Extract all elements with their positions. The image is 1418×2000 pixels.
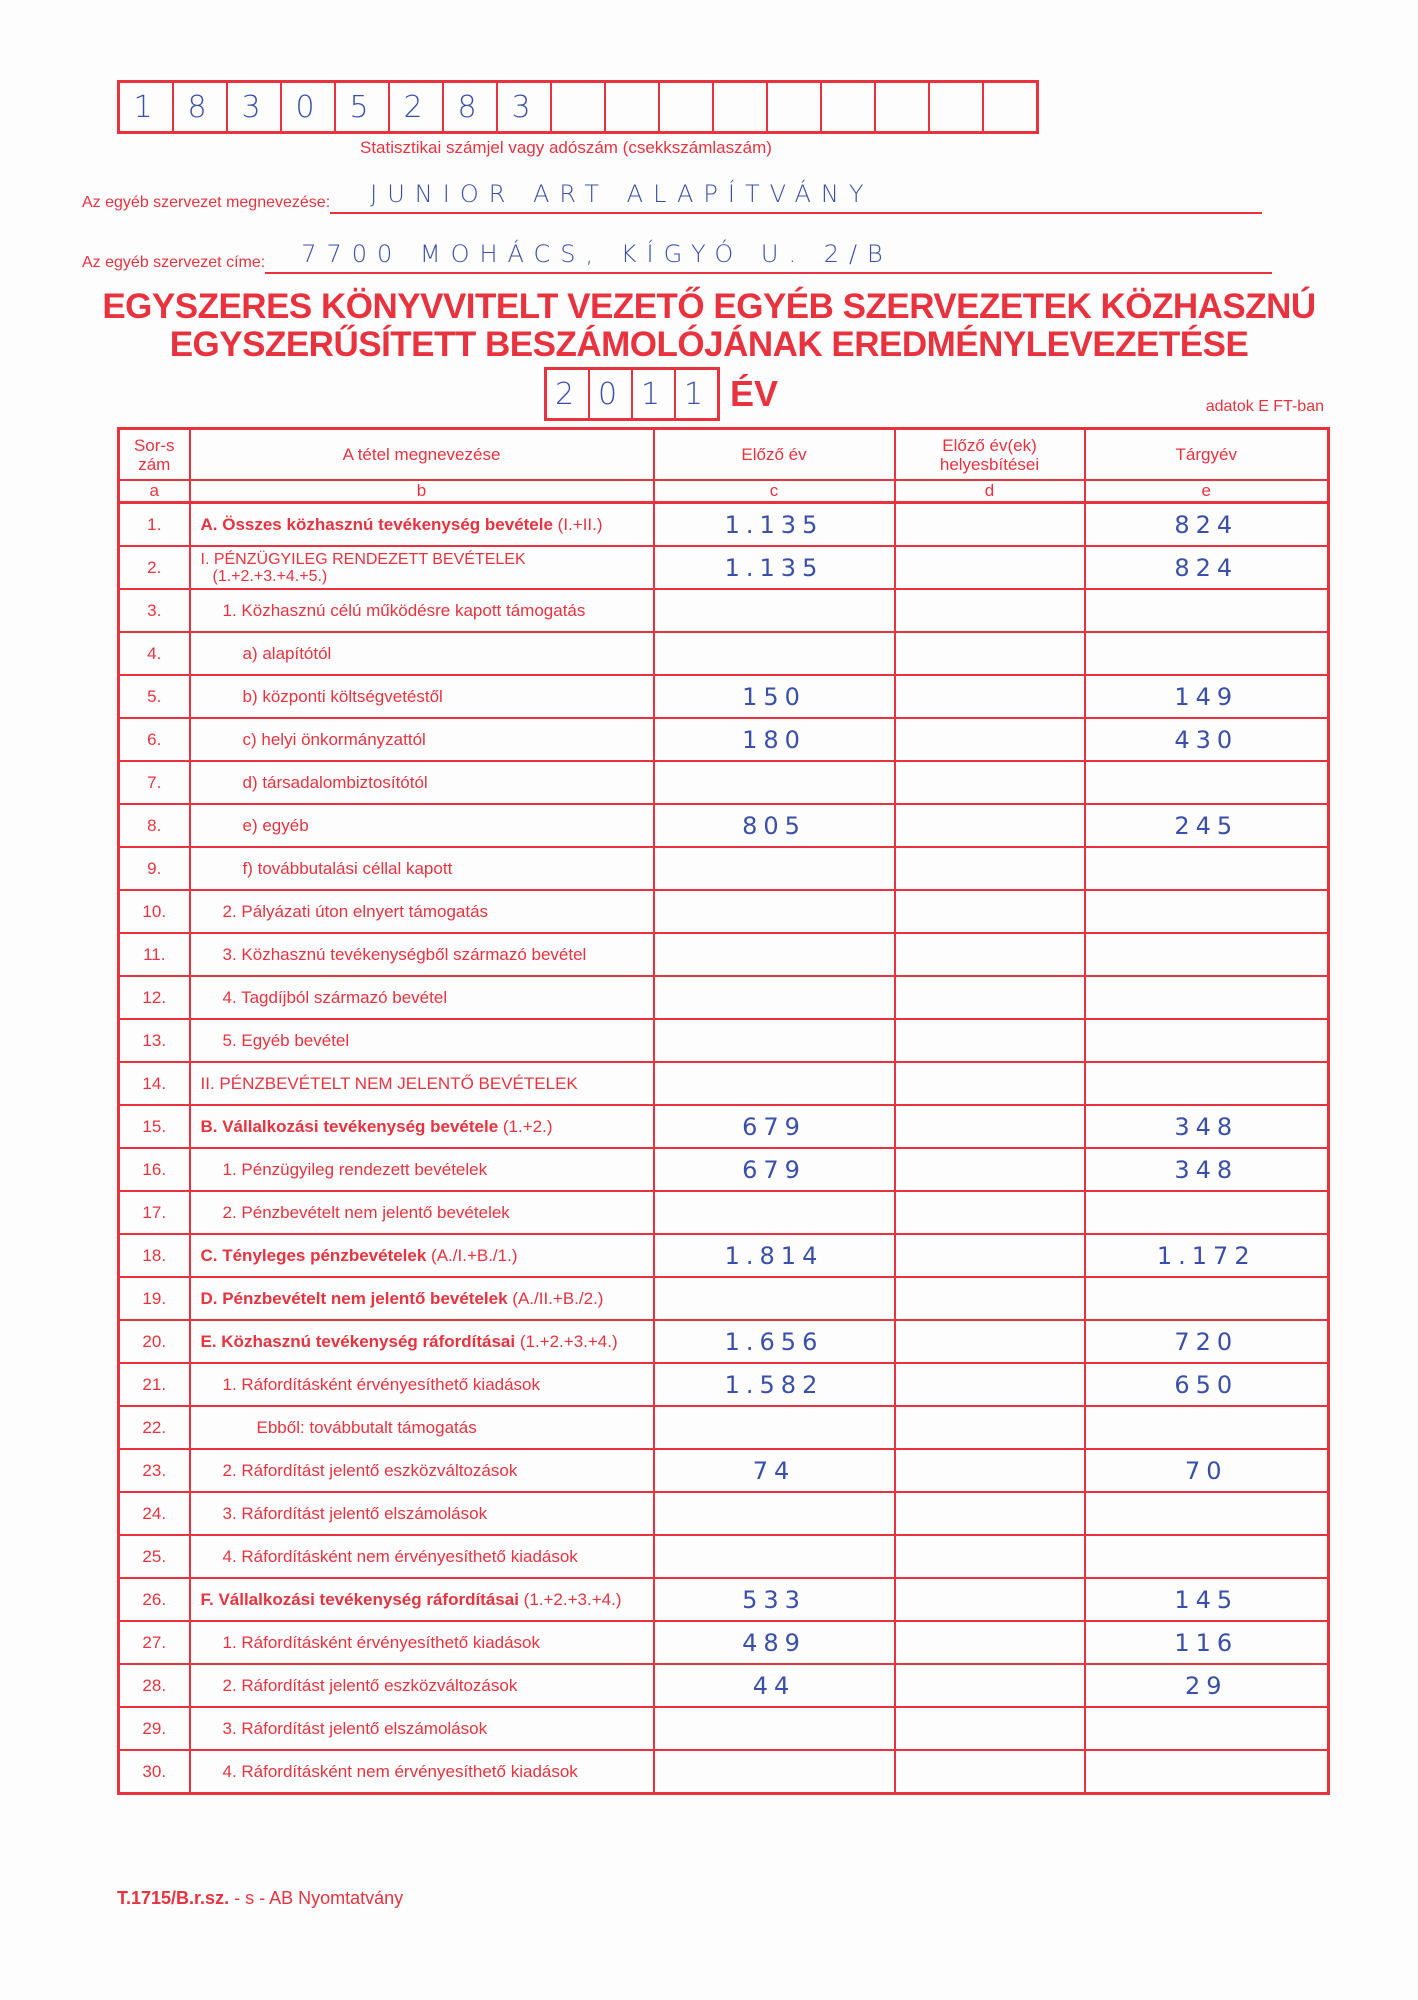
previous-year-value[interactable]: 180 xyxy=(654,718,895,761)
row-label-text: 3. Közhasznú tevékenységből származó bevétel xyxy=(222,944,587,964)
correction-value[interactable] xyxy=(895,1578,1085,1621)
row-label-text: 2. Ráfordítást jelentő eszközváltozások xyxy=(222,1675,518,1695)
row-number: 1. xyxy=(119,503,190,547)
table-row xyxy=(119,546,1329,589)
id-caption: Statisztikai számjel vagy adószám (csekkszámlaszám) xyxy=(360,138,772,157)
id-digit[interactable]: 8 xyxy=(444,83,498,131)
correction-value[interactable] xyxy=(895,890,1085,933)
row-label-text: B. Vállalkozási tevékenység bevétele xyxy=(200,1116,499,1136)
table-row xyxy=(119,1578,1329,1621)
row-label xyxy=(190,503,654,547)
correction-value[interactable] xyxy=(895,933,1085,976)
previous-year-value[interactable]: 679 xyxy=(654,1105,895,1148)
id-digit[interactable]: 3 xyxy=(228,83,282,131)
current-year-value[interactable]: 824 xyxy=(1085,546,1329,589)
previous-year-value[interactable] xyxy=(654,1019,895,1062)
table-row xyxy=(119,976,1329,1019)
row-label xyxy=(190,1707,654,1750)
table-row xyxy=(119,1363,1329,1406)
row-label-text: 3. Ráfordítást jelentő elszámolások xyxy=(222,1718,488,1738)
table-row xyxy=(119,718,1329,761)
row-label xyxy=(190,1492,654,1535)
current-year-value[interactable]: 348 xyxy=(1085,1148,1329,1191)
row-label-text: 2. Pénzbevételt nem jelentő bevételek xyxy=(222,1202,510,1222)
table-row xyxy=(119,1750,1329,1794)
id-digit[interactable]: 8 xyxy=(174,83,228,131)
col-header-corrections: Előző év(ek) helyesbítései xyxy=(895,429,1085,481)
row-label-text: C. Tényleges pénzbevételek xyxy=(200,1245,427,1265)
row-number: 29. xyxy=(119,1707,190,1750)
row-label-text: 1. Ráfordításként érvényesíthető kiadások xyxy=(222,1374,541,1394)
correction-value[interactable] xyxy=(895,1535,1085,1578)
current-year-value[interactable] xyxy=(1085,1750,1329,1794)
row-number: 20. xyxy=(119,1320,190,1363)
row-label xyxy=(190,1621,654,1664)
table-row xyxy=(119,1406,1329,1449)
row-label xyxy=(190,1406,654,1449)
current-year-value[interactable]: 824 xyxy=(1085,503,1329,547)
id-digit[interactable]: 2 xyxy=(390,83,444,131)
correction-value[interactable] xyxy=(895,1707,1085,1750)
correction-value[interactable] xyxy=(895,1277,1085,1320)
col-header-item-name: A tétel megnevezése xyxy=(190,429,654,481)
org-name-row xyxy=(82,178,1262,214)
id-digit[interactable] xyxy=(660,83,714,131)
previous-year-value[interactable]: 74 xyxy=(654,1449,895,1492)
row-label-text: 1. Pénzügyileg rendezett bevételek xyxy=(222,1159,488,1179)
id-digit[interactable] xyxy=(822,83,876,131)
previous-year-value[interactable]: 489 xyxy=(654,1621,895,1664)
row-label-text: II. PÉNZBEVÉTELT NEM JELENTŐ BEVÉTELEK xyxy=(200,1073,578,1093)
previous-year-value[interactable]: 679 xyxy=(654,1148,895,1191)
row-label-text: b) központi költségvetéstől xyxy=(242,686,443,706)
row-label xyxy=(190,1277,654,1320)
units-note: adatok E FT-ban xyxy=(1205,398,1324,415)
row-label xyxy=(190,1363,654,1406)
row-number: 30. xyxy=(119,1750,190,1794)
current-year-value[interactable]: 245 xyxy=(1085,804,1329,847)
row-label xyxy=(190,1578,654,1621)
col-header-previous-year: Előző év xyxy=(654,429,895,481)
org-address-value: 7700 MOHÁCS, KÍGYÓ U. 2/B xyxy=(301,240,893,268)
table-row xyxy=(119,1320,1329,1363)
row-label-text: c) helyi önkormányzattól xyxy=(242,729,426,749)
current-year-value[interactable] xyxy=(1085,847,1329,890)
org-address-row xyxy=(82,238,1272,274)
row-number: 25. xyxy=(119,1535,190,1578)
table-row xyxy=(119,1234,1329,1277)
table-row xyxy=(119,675,1329,718)
correction-value[interactable] xyxy=(895,1621,1085,1664)
form-footer xyxy=(117,1888,403,1909)
correction-value[interactable] xyxy=(895,1191,1085,1234)
current-year-value[interactable]: 1.172 xyxy=(1085,1234,1329,1277)
row-number: 10. xyxy=(119,890,190,933)
col-letter: d xyxy=(895,480,1085,503)
table-header-row xyxy=(119,429,1329,481)
table-row xyxy=(119,1019,1329,1062)
row-label-text: A. Összes közhasznú tevékenység bevétele xyxy=(200,514,553,534)
previous-year-value[interactable] xyxy=(654,1750,895,1794)
row-label xyxy=(190,1148,654,1191)
row-label xyxy=(190,1105,654,1148)
current-year-value[interactable]: 430 xyxy=(1085,718,1329,761)
table-row xyxy=(119,890,1329,933)
previous-year-value[interactable]: 1.656 xyxy=(654,1320,895,1363)
org-name-label: Az egyéb szervezet megnevezése: xyxy=(82,194,331,211)
income-statement-table xyxy=(117,427,1330,1795)
row-label-text: 1. Ráfordításként érvényesíthető kiadások xyxy=(222,1632,541,1652)
table-row xyxy=(119,933,1329,976)
row-label xyxy=(190,1320,654,1363)
row-number: 6. xyxy=(119,718,190,761)
table-letter-row xyxy=(119,480,1329,503)
previous-year-value[interactable] xyxy=(654,761,895,804)
id-digit[interactable] xyxy=(984,83,1036,131)
id-digit[interactable] xyxy=(606,83,660,131)
row-label-text: 4. Tagdíjból származó bevétel xyxy=(222,987,448,1007)
form-publisher: - s - AB Nyomtatvány xyxy=(229,1888,404,1908)
row-label-formula: (1.+2.+3.+4.) xyxy=(518,1589,622,1609)
row-label-text: 3. Ráfordítást jelentő elszámolások xyxy=(222,1503,488,1523)
row-label-formula: (A./I.+B./1.) xyxy=(426,1245,518,1265)
previous-year-value[interactable] xyxy=(654,1492,895,1535)
row-label xyxy=(190,890,654,933)
row-label xyxy=(190,675,654,718)
table-row xyxy=(119,847,1329,890)
row-label xyxy=(190,976,654,1019)
current-year-value[interactable]: 149 xyxy=(1085,675,1329,718)
table-row xyxy=(119,1148,1329,1191)
row-label xyxy=(190,1234,654,1277)
correction-value[interactable] xyxy=(895,804,1085,847)
table-row xyxy=(119,1535,1329,1578)
form-title-line1: EGYSZERES KÖNYVVITELT VEZETŐ EGYÉB SZERVEZETEK KÖZHASZNÚ xyxy=(102,287,1316,326)
row-number: 27. xyxy=(119,1621,190,1664)
previous-year-value[interactable] xyxy=(654,847,895,890)
row-label-text: a) alapítótól xyxy=(242,643,332,663)
id-digit[interactable]: 0 xyxy=(282,83,336,131)
row-label xyxy=(190,761,654,804)
previous-year-value[interactable] xyxy=(654,1277,895,1320)
year-digit[interactable]: 1 xyxy=(633,370,676,418)
row-label xyxy=(190,546,654,589)
id-digit[interactable]: 1 xyxy=(120,83,174,131)
table-row xyxy=(119,1621,1329,1664)
previous-year-value[interactable] xyxy=(654,1406,895,1449)
id-digit[interactable] xyxy=(552,83,606,131)
year-boxes xyxy=(544,367,720,421)
table-row xyxy=(119,1707,1329,1750)
previous-year-value[interactable] xyxy=(654,589,895,632)
correction-value[interactable] xyxy=(895,761,1085,804)
row-label xyxy=(190,632,654,675)
correction-value[interactable] xyxy=(895,1105,1085,1148)
previous-year-value[interactable] xyxy=(654,1191,895,1234)
current-year-value[interactable] xyxy=(1085,1707,1329,1750)
current-year-value[interactable]: 720 xyxy=(1085,1320,1329,1363)
row-number: 23. xyxy=(119,1449,190,1492)
row-label xyxy=(190,847,654,890)
row-label xyxy=(190,1191,654,1234)
correction-value[interactable] xyxy=(895,1449,1085,1492)
col-letter: a xyxy=(119,480,190,503)
previous-year-value[interactable]: 150 xyxy=(654,675,895,718)
correction-value[interactable] xyxy=(895,1664,1085,1707)
previous-year-value[interactable]: 1.135 xyxy=(654,503,895,547)
row-label-text: Ebből: továbbutalt támogatás xyxy=(256,1417,477,1437)
row-number: 22. xyxy=(119,1406,190,1449)
current-year-value[interactable] xyxy=(1085,1406,1329,1449)
row-label-text: 2. Pályázati úton elnyert támogatás xyxy=(222,901,489,921)
previous-year-value[interactable] xyxy=(654,933,895,976)
current-year-value[interactable] xyxy=(1085,1535,1329,1578)
correction-value[interactable] xyxy=(895,589,1085,632)
row-number: 15. xyxy=(119,1105,190,1148)
row-number: 5. xyxy=(119,675,190,718)
row-label-text: f) továbbutalási céllal kapott xyxy=(242,858,453,878)
correction-value[interactable] xyxy=(895,503,1085,547)
row-number: 7. xyxy=(119,761,190,804)
previous-year-value[interactable]: 1.814 xyxy=(654,1234,895,1277)
table-row xyxy=(119,1664,1329,1707)
row-number: 8. xyxy=(119,804,190,847)
previous-year-value[interactable]: 533 xyxy=(654,1578,895,1621)
form-title-line2: EGYSZERŰSÍTETT BESZÁMOLÓJÁNAK EREDMÉNYLEVEZETÉSE xyxy=(169,325,1249,364)
row-number: 17. xyxy=(119,1191,190,1234)
year-digit[interactable]: 1 xyxy=(683,376,710,412)
id-digit[interactable]: 3 xyxy=(498,83,552,131)
table-row xyxy=(119,761,1329,804)
row-number: 12. xyxy=(119,976,190,1019)
row-label-text: e) egyéb xyxy=(242,815,309,835)
row-number: 14. xyxy=(119,1062,190,1105)
row-label-text: E. Közhasznú tevékenység ráfordításai xyxy=(200,1331,516,1351)
current-year-value[interactable]: 145 xyxy=(1085,1578,1329,1621)
current-year-value[interactable]: 29 xyxy=(1085,1664,1329,1707)
current-year-value[interactable] xyxy=(1085,933,1329,976)
table-row xyxy=(119,1492,1329,1535)
current-year-value[interactable]: 650 xyxy=(1085,1363,1329,1406)
current-year-value[interactable] xyxy=(1085,761,1329,804)
row-number: 18. xyxy=(119,1234,190,1277)
previous-year-value[interactable] xyxy=(654,1535,895,1578)
previous-year-value[interactable] xyxy=(654,976,895,1019)
table-row xyxy=(119,503,1329,547)
id-digit[interactable] xyxy=(930,83,984,131)
table-row xyxy=(119,1449,1329,1492)
row-label xyxy=(190,1750,654,1794)
correction-value[interactable] xyxy=(895,546,1085,589)
current-year-value[interactable]: 116 xyxy=(1085,1621,1329,1664)
org-name-field[interactable] xyxy=(330,178,1262,214)
row-label xyxy=(190,589,654,632)
table-row xyxy=(119,1277,1329,1320)
correction-value[interactable] xyxy=(895,632,1085,675)
table-row xyxy=(119,589,1329,632)
row-label xyxy=(190,1664,654,1707)
id-digit[interactable]: 5 xyxy=(336,83,390,131)
previous-year-value[interactable]: 1.582 xyxy=(654,1363,895,1406)
row-label-text: 1. Közhasznú célú működésre kapott támogatás xyxy=(222,600,586,620)
current-year-value[interactable] xyxy=(1085,976,1329,1019)
table-row xyxy=(119,1105,1329,1148)
table-row xyxy=(119,1191,1329,1234)
current-year-value[interactable] xyxy=(1085,1062,1329,1105)
id-digit[interactable] xyxy=(714,83,768,131)
col-header-current-year: Tárgyév xyxy=(1085,429,1329,481)
current-year-value[interactable] xyxy=(1085,890,1329,933)
current-year-value[interactable] xyxy=(1085,1019,1329,1062)
current-year-value[interactable] xyxy=(1085,632,1329,675)
correction-value[interactable] xyxy=(895,1406,1085,1449)
row-number: 9. xyxy=(119,847,190,890)
previous-year-value[interactable]: 805 xyxy=(654,804,895,847)
row-label-text: F. Vállalkozási tevékenység ráfordításai xyxy=(200,1589,519,1609)
current-year-value[interactable]: 348 xyxy=(1085,1105,1329,1148)
row-label xyxy=(190,804,654,847)
col-letter: c xyxy=(654,480,895,503)
row-number: 13. xyxy=(119,1019,190,1062)
row-label-text: 4. Ráfordításként nem érvényesíthető kiadások xyxy=(222,1546,578,1566)
org-address-label: Az egyéb szervezet címe: xyxy=(82,254,266,271)
correction-value[interactable] xyxy=(895,675,1085,718)
correction-value[interactable] xyxy=(895,1148,1085,1191)
correction-value[interactable] xyxy=(895,1750,1085,1794)
id-digit[interactable] xyxy=(768,83,822,131)
correction-value[interactable] xyxy=(895,976,1085,1019)
id-digit[interactable] xyxy=(876,83,930,131)
row-label xyxy=(190,1449,654,1492)
year-digit[interactable]: 0 xyxy=(590,370,633,418)
previous-year-value[interactable] xyxy=(654,1707,895,1750)
row-label-text: 4. Ráfordításként nem érvényesíthető kiadások xyxy=(222,1761,578,1781)
correction-value[interactable] xyxy=(895,847,1085,890)
current-year-value[interactable]: 70 xyxy=(1085,1449,1329,1492)
row-number: 16. xyxy=(119,1148,190,1191)
row-number: 24. xyxy=(119,1492,190,1535)
correction-value[interactable] xyxy=(895,1062,1085,1105)
current-year-value[interactable] xyxy=(1085,1492,1329,1535)
tax-id-boxes xyxy=(117,80,1039,134)
table-row xyxy=(119,632,1329,675)
year-digit[interactable]: 2 xyxy=(547,370,590,418)
current-year-value[interactable] xyxy=(1085,1277,1329,1320)
previous-year-value[interactable]: 1.135 xyxy=(654,546,895,589)
col-header-row-number: Sor-szám xyxy=(119,429,190,481)
table-row xyxy=(119,804,1329,847)
org-name-value: JUNIOR ART ALAPÍTVÁNY xyxy=(370,180,874,208)
row-label xyxy=(190,1019,654,1062)
row-number: 2. xyxy=(119,546,190,589)
row-label-text: 2. Ráfordítást jelentő eszközváltozások xyxy=(222,1460,518,1480)
row-label-formula: (1.+2.+3.+4.+5.) xyxy=(212,567,328,585)
row-number: 28. xyxy=(119,1664,190,1707)
row-label-formula: (I.+II.) xyxy=(552,514,603,534)
previous-year-value[interactable] xyxy=(654,632,895,675)
row-label-formula: (1.+2.) xyxy=(498,1116,553,1136)
correction-value[interactable] xyxy=(895,718,1085,761)
correction-value[interactable] xyxy=(895,1019,1085,1062)
row-label-text: I. PÉNZÜGYILEG RENDEZETT BEVÉTELEK xyxy=(200,550,526,568)
row-label-formula: (A./II.+B./2.) xyxy=(507,1288,604,1308)
year-section xyxy=(544,367,778,421)
row-label-text: 5. Egyéb bevétel xyxy=(222,1030,350,1050)
current-year-value[interactable] xyxy=(1085,1191,1329,1234)
row-number: 11. xyxy=(119,933,190,976)
correction-value[interactable] xyxy=(895,1492,1085,1535)
year-suffix: ÉV xyxy=(730,373,779,414)
row-label xyxy=(190,718,654,761)
row-label xyxy=(190,933,654,976)
table-row xyxy=(119,1062,1329,1105)
row-number: 26. xyxy=(119,1578,190,1621)
correction-value[interactable] xyxy=(895,1320,1085,1363)
col-letter: e xyxy=(1085,480,1329,503)
col-letter: b xyxy=(190,480,654,503)
correction-value[interactable] xyxy=(895,1234,1085,1277)
row-label xyxy=(190,1062,654,1105)
row-label xyxy=(190,1535,654,1578)
org-address-field[interactable] xyxy=(265,238,1272,274)
row-number: 21. xyxy=(119,1363,190,1406)
previous-year-value[interactable] xyxy=(654,1062,895,1105)
row-number: 3. xyxy=(119,589,190,632)
row-label-text: D. Pénzbevételt nem jelentő bevételek xyxy=(200,1288,508,1308)
row-label-text: d) társadalombiztosítótól xyxy=(242,772,428,792)
previous-year-value[interactable] xyxy=(654,890,895,933)
previous-year-value[interactable]: 44 xyxy=(654,1664,895,1707)
correction-value[interactable] xyxy=(895,1363,1085,1406)
current-year-value[interactable] xyxy=(1085,589,1329,632)
row-number: 19. xyxy=(119,1277,190,1320)
row-number: 4. xyxy=(119,632,190,675)
row-label-formula: (1.+2.+3.+4.) xyxy=(515,1331,618,1351)
form-code: T.1715/B.r.sz. xyxy=(117,1888,230,1908)
